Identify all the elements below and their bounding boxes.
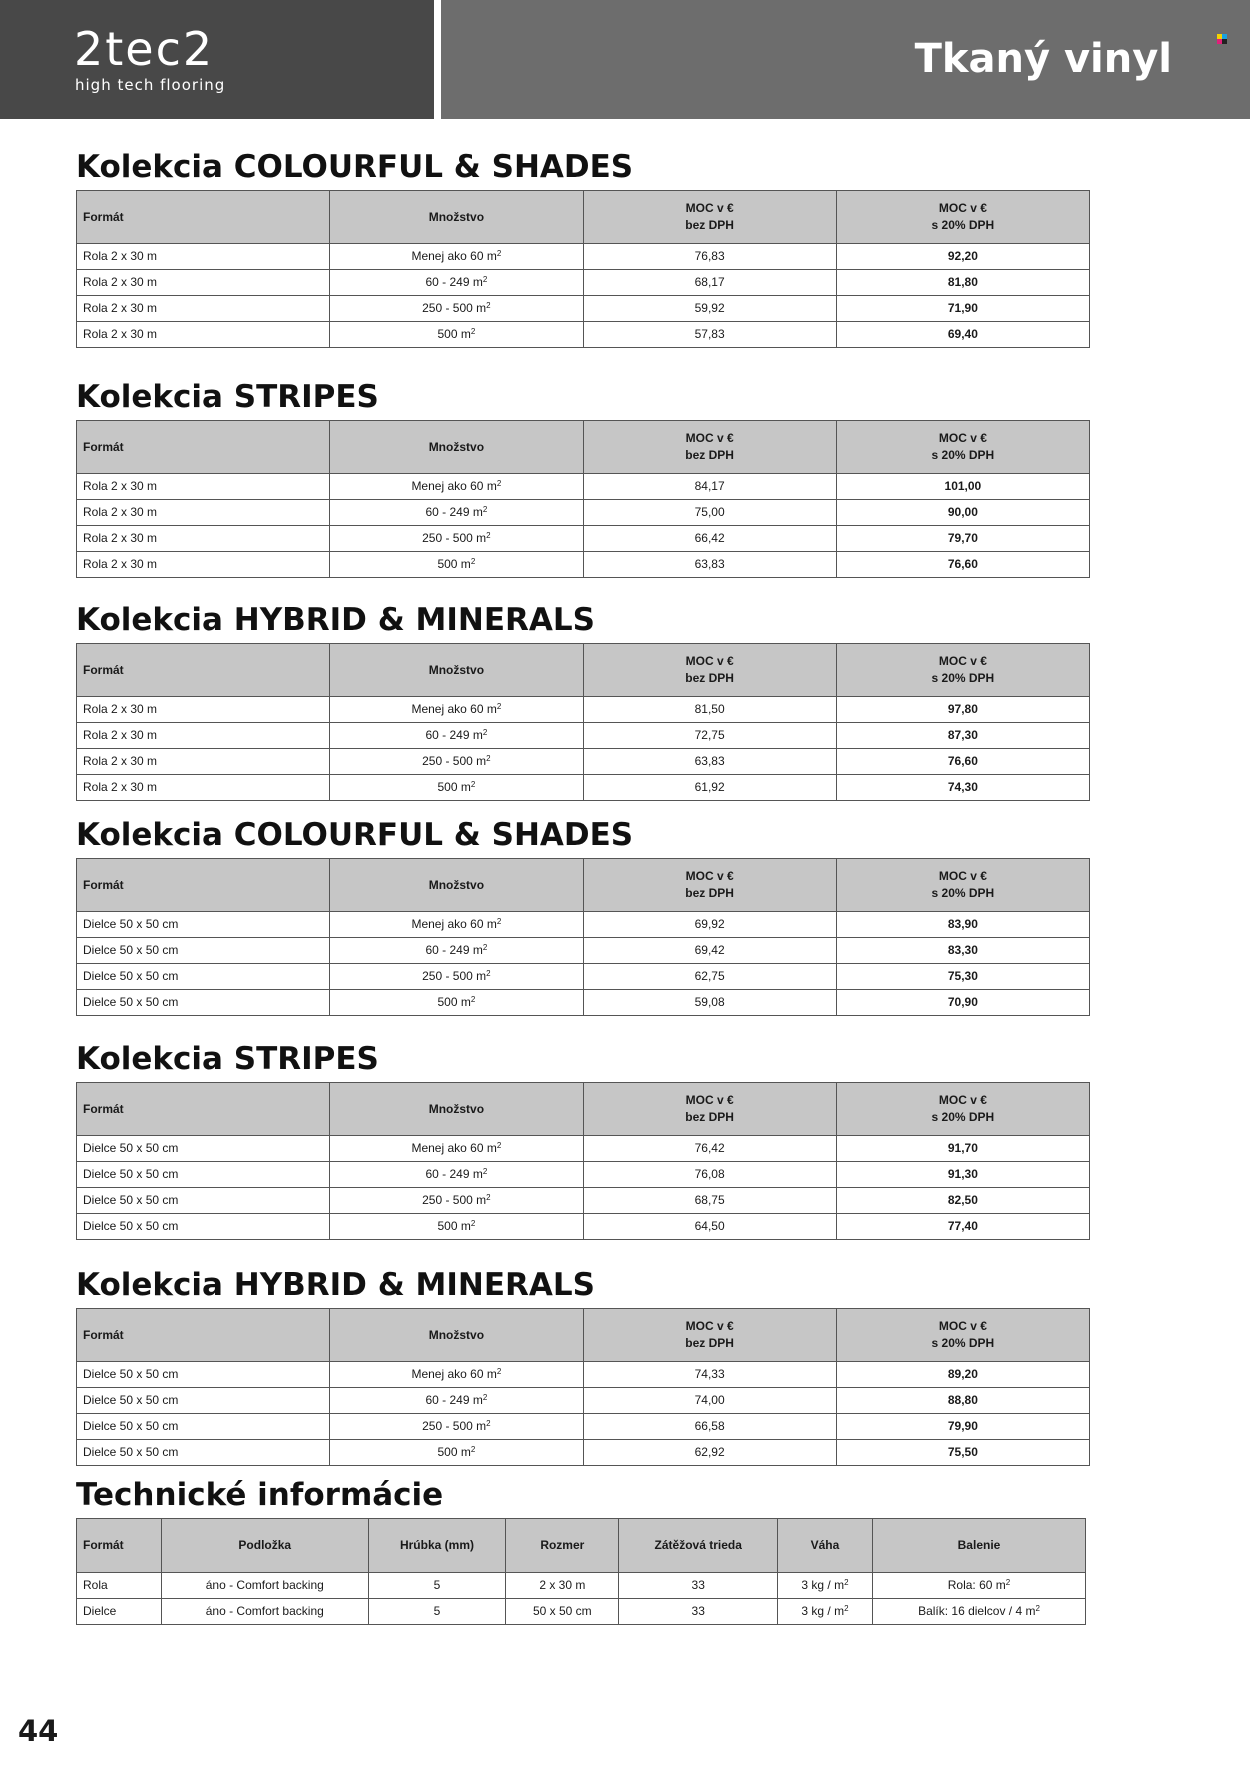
tech-cell-backing: áno - Comfort backing bbox=[161, 1598, 368, 1624]
quantity-unit-sup: 2 bbox=[486, 754, 491, 764]
quantity-text: 60 - 249 m bbox=[425, 943, 483, 958]
cell-quantity bbox=[330, 1187, 583, 1213]
price-table bbox=[76, 858, 1090, 1016]
quantity-text: 500 m bbox=[437, 780, 471, 795]
cell-format: Rola 2 x 30 m bbox=[77, 551, 330, 577]
table-row bbox=[77, 1387, 1090, 1413]
section-title: Kolekcia COLOURFUL & SHADES bbox=[76, 149, 634, 185]
price-header-row bbox=[77, 643, 1090, 696]
table-row bbox=[77, 963, 1090, 989]
cell-quantity bbox=[330, 1213, 583, 1239]
table-row bbox=[77, 321, 1090, 347]
quantity-text: Menej ako 60 m bbox=[411, 1367, 497, 1382]
col-quantity: Množstvo bbox=[330, 1308, 583, 1361]
cell-price-gross: 76,60 bbox=[836, 551, 1089, 577]
cell-quantity bbox=[330, 1387, 583, 1413]
tech-section-title: Technické informácie bbox=[76, 1477, 444, 1513]
quantity-unit-sup: 2 bbox=[496, 249, 502, 259]
table-row bbox=[77, 696, 1090, 722]
cell-price-net: 68,17 bbox=[583, 269, 836, 295]
tech-table bbox=[76, 1518, 1086, 1625]
quantity-text: 500 m bbox=[437, 557, 471, 572]
tech-cell-pack bbox=[872, 1598, 1085, 1624]
pack-text: Rola: 60 m bbox=[947, 1578, 1006, 1593]
cell-quantity bbox=[330, 295, 583, 321]
cell-price-net: 69,92 bbox=[583, 911, 836, 937]
quantity-unit-sup: 2 bbox=[482, 943, 488, 953]
cell-price-gross: 90,00 bbox=[836, 499, 1089, 525]
cell-quantity bbox=[330, 748, 583, 774]
quantity-text: 250 - 500 m bbox=[422, 969, 487, 984]
price-section bbox=[76, 818, 1090, 1016]
cell-price-gross: 87,30 bbox=[836, 722, 1089, 748]
table-row bbox=[77, 1361, 1090, 1387]
col-price-gross-line2: s 20% DPH bbox=[931, 447, 995, 462]
cell-quantity bbox=[330, 911, 583, 937]
page-title: Tkaný vinyl bbox=[914, 36, 1172, 82]
quantity-unit-sup: 2 bbox=[482, 275, 488, 285]
cell-format: Dielce 50 x 50 cm bbox=[77, 1213, 330, 1239]
tech-col-header: Váha bbox=[777, 1518, 872, 1572]
col-price-gross-line2: s 20% DPH bbox=[931, 670, 995, 685]
cell-format: Rola 2 x 30 m bbox=[77, 243, 330, 269]
price-header-row bbox=[77, 420, 1090, 473]
price-section bbox=[76, 1268, 1090, 1466]
cell-format: Dielce 50 x 50 cm bbox=[77, 1161, 330, 1187]
weight-unit-sup: 2 bbox=[844, 1604, 849, 1614]
cell-price-gross: 77,40 bbox=[836, 1213, 1089, 1239]
table-row bbox=[77, 499, 1090, 525]
quantity-text: 60 - 249 m bbox=[425, 1167, 483, 1182]
col-quantity: Množstvo bbox=[330, 420, 583, 473]
quantity-unit-sup: 2 bbox=[470, 557, 476, 567]
col-price-net-line1: MOC v € bbox=[685, 1093, 734, 1108]
col-price-gross-line2: s 20% DPH bbox=[931, 885, 995, 900]
tech-section bbox=[76, 1478, 1086, 1625]
cell-price-gross: 81,80 bbox=[836, 269, 1089, 295]
price-table bbox=[76, 1308, 1090, 1466]
cell-price-net: 57,83 bbox=[583, 321, 836, 347]
col-price-gross bbox=[836, 420, 1089, 473]
price-header-row bbox=[77, 1082, 1090, 1135]
price-section bbox=[76, 603, 1090, 801]
cell-quantity bbox=[330, 989, 583, 1015]
pack-unit-sup: 2 bbox=[1035, 1604, 1040, 1614]
table-row bbox=[77, 1161, 1090, 1187]
cell-price-net: 61,92 bbox=[583, 774, 836, 800]
table-row bbox=[77, 1135, 1090, 1161]
tech-cell-class: 33 bbox=[619, 1572, 778, 1598]
cell-price-net: 63,83 bbox=[583, 551, 836, 577]
cell-price-gross: 70,90 bbox=[836, 989, 1089, 1015]
header-brand-panel bbox=[0, 0, 434, 119]
cell-price-gross: 83,90 bbox=[836, 911, 1089, 937]
table-row bbox=[77, 748, 1090, 774]
section-title: Kolekcia STRIPES bbox=[76, 379, 379, 415]
table-row bbox=[77, 1598, 1086, 1624]
quantity-unit-sup: 2 bbox=[470, 995, 476, 1005]
cell-format: Dielce 50 x 50 cm bbox=[77, 1413, 330, 1439]
col-price-net bbox=[583, 190, 836, 243]
table-row bbox=[77, 1413, 1090, 1439]
cell-format: Dielce 50 x 50 cm bbox=[77, 1187, 330, 1213]
cell-quantity bbox=[330, 1135, 583, 1161]
tech-cell-backing: áno - Comfort backing bbox=[161, 1572, 368, 1598]
cell-price-net: 59,08 bbox=[583, 989, 836, 1015]
col-price-net-line1: MOC v € bbox=[685, 1319, 734, 1334]
quantity-unit-sup: 2 bbox=[496, 702, 502, 712]
cell-format: Rola 2 x 30 m bbox=[77, 722, 330, 748]
table-row bbox=[77, 243, 1090, 269]
cell-price-net: 66,42 bbox=[583, 525, 836, 551]
tech-col-header: Podložka bbox=[161, 1518, 368, 1572]
cell-quantity bbox=[330, 722, 583, 748]
tech-cell-size: 2 x 30 m bbox=[506, 1572, 619, 1598]
table-row bbox=[77, 1572, 1086, 1598]
col-price-net-line2: bez DPH bbox=[685, 885, 734, 900]
col-price-gross-line1: MOC v € bbox=[938, 431, 987, 446]
col-price-gross-line2: s 20% DPH bbox=[931, 217, 995, 232]
tech-cell-format: Dielce bbox=[77, 1598, 162, 1624]
quantity-unit-sup: 2 bbox=[486, 301, 491, 311]
quantity-text: 250 - 500 m bbox=[422, 531, 487, 546]
tech-cell-class: 33 bbox=[619, 1598, 778, 1624]
col-price-gross bbox=[836, 1308, 1089, 1361]
table-row bbox=[77, 989, 1090, 1015]
tech-col-header: Zátěžová trieda bbox=[619, 1518, 778, 1572]
quantity-text: 250 - 500 m bbox=[422, 754, 487, 769]
table-row bbox=[77, 722, 1090, 748]
cell-price-gross: 75,50 bbox=[836, 1439, 1089, 1465]
cell-quantity bbox=[330, 243, 583, 269]
quantity-text: 60 - 249 m bbox=[425, 728, 483, 743]
quantity-unit-sup: 2 bbox=[470, 1445, 476, 1455]
cell-price-gross: 82,50 bbox=[836, 1187, 1089, 1213]
cell-price-gross: 83,30 bbox=[836, 937, 1089, 963]
col-price-gross bbox=[836, 1082, 1089, 1135]
col-price-gross-line1: MOC v € bbox=[938, 869, 987, 884]
quantity-unit-sup: 2 bbox=[486, 531, 491, 541]
col-price-gross-line1: MOC v € bbox=[938, 1093, 987, 1108]
cell-price-gross: 97,80 bbox=[836, 696, 1089, 722]
col-price-net-line1: MOC v € bbox=[685, 201, 734, 216]
section-title: Kolekcia STRIPES bbox=[76, 1041, 379, 1077]
cell-format: Rola 2 x 30 m bbox=[77, 525, 330, 551]
col-price-net-line1: MOC v € bbox=[685, 654, 734, 669]
cell-price-gross: 91,30 bbox=[836, 1161, 1089, 1187]
price-header-row bbox=[77, 858, 1090, 911]
quantity-text: 250 - 500 m bbox=[422, 301, 487, 316]
col-price-net bbox=[583, 643, 836, 696]
print-color-mark-icon bbox=[1217, 34, 1227, 44]
quantity-unit-sup: 2 bbox=[482, 1167, 488, 1177]
cell-price-net: 76,08 bbox=[583, 1161, 836, 1187]
price-section bbox=[76, 1042, 1090, 1240]
cell-format: Rola 2 x 30 m bbox=[77, 499, 330, 525]
cell-price-gross: 101,00 bbox=[836, 473, 1089, 499]
col-format: Formát bbox=[77, 858, 330, 911]
tech-col-header: Hrúbka (mm) bbox=[368, 1518, 505, 1572]
quantity-text: Menej ako 60 m bbox=[411, 702, 497, 717]
tech-col-header: Rozmer bbox=[506, 1518, 619, 1572]
tech-table-body bbox=[77, 1572, 1086, 1624]
cell-quantity bbox=[330, 774, 583, 800]
tech-header-row bbox=[77, 1518, 1086, 1572]
col-price-net-line2: bez DPH bbox=[685, 1335, 734, 1350]
cell-format: Dielce 50 x 50 cm bbox=[77, 1135, 330, 1161]
tech-cell-pack bbox=[872, 1572, 1085, 1598]
section-title: Kolekcia HYBRID & MINERALS bbox=[76, 602, 595, 638]
col-price-net-line1: MOC v € bbox=[685, 431, 734, 446]
col-format: Formát bbox=[77, 420, 330, 473]
cell-quantity bbox=[330, 551, 583, 577]
price-table bbox=[76, 1082, 1090, 1240]
col-quantity: Množstvo bbox=[330, 858, 583, 911]
pack-unit-sup: 2 bbox=[1005, 1578, 1011, 1588]
col-price-net bbox=[583, 858, 836, 911]
quantity-text: 500 m bbox=[437, 327, 471, 342]
col-price-gross bbox=[836, 858, 1089, 911]
tech-cell-thickness: 5 bbox=[368, 1572, 505, 1598]
table-row bbox=[77, 937, 1090, 963]
tech-col-header: Formát bbox=[77, 1518, 162, 1572]
cell-quantity bbox=[330, 937, 583, 963]
cell-price-gross: 71,90 bbox=[836, 295, 1089, 321]
price-table bbox=[76, 420, 1090, 578]
cell-quantity bbox=[330, 1361, 583, 1387]
cell-quantity bbox=[330, 321, 583, 347]
cell-price-net: 76,83 bbox=[583, 243, 836, 269]
tech-cell-weight bbox=[777, 1572, 872, 1598]
col-price-net-line2: bez DPH bbox=[685, 217, 734, 232]
quantity-text: Menej ako 60 m bbox=[411, 249, 497, 264]
quantity-text: 500 m bbox=[437, 1445, 471, 1460]
cell-price-gross: 79,90 bbox=[836, 1413, 1089, 1439]
table-row bbox=[77, 1213, 1090, 1239]
table-row bbox=[77, 1439, 1090, 1465]
col-quantity: Množstvo bbox=[330, 1082, 583, 1135]
cell-price-gross: 89,20 bbox=[836, 1361, 1089, 1387]
section-title: Kolekcia COLOURFUL & SHADES bbox=[76, 817, 634, 853]
cell-quantity bbox=[330, 1161, 583, 1187]
cell-format: Dielce 50 x 50 cm bbox=[77, 937, 330, 963]
price-table bbox=[76, 643, 1090, 801]
tech-cell-size: 50 x 50 cm bbox=[506, 1598, 619, 1624]
tech-col-header: Balenie bbox=[872, 1518, 1085, 1572]
quantity-unit-sup: 2 bbox=[482, 1393, 488, 1403]
weight-text: 3 kg / m bbox=[801, 1578, 845, 1593]
weight-text: 3 kg / m bbox=[801, 1604, 845, 1619]
col-format: Formát bbox=[77, 1082, 330, 1135]
cell-quantity bbox=[330, 1413, 583, 1439]
cell-format: Dielce 50 x 50 cm bbox=[77, 1439, 330, 1465]
cell-format: Dielce 50 x 50 cm bbox=[77, 989, 330, 1015]
cell-format: Rola 2 x 30 m bbox=[77, 473, 330, 499]
table-row bbox=[77, 1187, 1090, 1213]
col-quantity: Množstvo bbox=[330, 190, 583, 243]
quantity-text: 500 m bbox=[437, 1219, 471, 1234]
quantity-unit-sup: 2 bbox=[496, 917, 502, 927]
cell-price-net: 64,50 bbox=[583, 1213, 836, 1239]
cell-price-net: 84,17 bbox=[583, 473, 836, 499]
cell-quantity bbox=[330, 525, 583, 551]
table-row bbox=[77, 269, 1090, 295]
cell-price-net: 69,42 bbox=[583, 937, 836, 963]
col-format: Formát bbox=[77, 190, 330, 243]
cell-price-net: 81,50 bbox=[583, 696, 836, 722]
quantity-unit-sup: 2 bbox=[482, 728, 488, 738]
quantity-text: 60 - 249 m bbox=[425, 1393, 483, 1408]
cell-price-net: 75,00 bbox=[583, 499, 836, 525]
cell-price-net: 74,33 bbox=[583, 1361, 836, 1387]
table-row bbox=[77, 551, 1090, 577]
col-price-gross-line2: s 20% DPH bbox=[931, 1109, 995, 1124]
cell-price-gross: 74,30 bbox=[836, 774, 1089, 800]
quantity-unit-sup: 2 bbox=[496, 1141, 502, 1151]
cell-format: Dielce 50 x 50 cm bbox=[77, 1361, 330, 1387]
cell-format: Dielce 50 x 50 cm bbox=[77, 1387, 330, 1413]
cell-price-gross: 69,40 bbox=[836, 321, 1089, 347]
cell-price-net: 59,92 bbox=[583, 295, 836, 321]
cell-price-gross: 79,70 bbox=[836, 525, 1089, 551]
tech-cell-weight bbox=[777, 1598, 872, 1624]
cell-price-net: 74,00 bbox=[583, 1387, 836, 1413]
cell-format: Dielce 50 x 50 cm bbox=[77, 963, 330, 989]
quantity-text: 60 - 249 m bbox=[425, 275, 483, 290]
price-section bbox=[76, 380, 1090, 578]
cell-price-gross: 75,30 bbox=[836, 963, 1089, 989]
col-price-net bbox=[583, 1308, 836, 1361]
cell-quantity bbox=[330, 963, 583, 989]
quantity-text: Menej ako 60 m bbox=[411, 479, 497, 494]
cell-format: Rola 2 x 30 m bbox=[77, 696, 330, 722]
brand-logo: 2tec2 bbox=[74, 22, 215, 76]
price-section bbox=[76, 150, 1090, 348]
page-number: 44 bbox=[18, 1714, 59, 1748]
cell-quantity bbox=[330, 696, 583, 722]
cell-price-net: 62,92 bbox=[583, 1439, 836, 1465]
tech-cell-thickness: 5 bbox=[368, 1598, 505, 1624]
price-header-row bbox=[77, 1308, 1090, 1361]
quantity-unit-sup: 2 bbox=[496, 479, 502, 489]
price-table bbox=[76, 190, 1090, 348]
col-format: Formát bbox=[77, 1308, 330, 1361]
col-price-gross-line2: s 20% DPH bbox=[931, 1335, 995, 1350]
table-row bbox=[77, 774, 1090, 800]
cell-price-gross: 76,60 bbox=[836, 748, 1089, 774]
col-format: Formát bbox=[77, 643, 330, 696]
cell-price-net: 68,75 bbox=[583, 1187, 836, 1213]
quantity-unit-sup: 2 bbox=[486, 1419, 491, 1429]
cell-price-net: 62,75 bbox=[583, 963, 836, 989]
col-price-gross-line1: MOC v € bbox=[938, 1319, 987, 1334]
cell-format: Rola 2 x 30 m bbox=[77, 321, 330, 347]
header-title-panel bbox=[441, 0, 1250, 119]
cell-quantity bbox=[330, 473, 583, 499]
quantity-unit-sup: 2 bbox=[482, 505, 488, 515]
col-price-gross-line1: MOC v € bbox=[938, 654, 987, 669]
weight-unit-sup: 2 bbox=[844, 1578, 849, 1588]
col-price-gross bbox=[836, 643, 1089, 696]
color-mark-black bbox=[1222, 39, 1227, 44]
col-price-net-line2: bez DPH bbox=[685, 1109, 734, 1124]
cell-price-net: 66,58 bbox=[583, 1413, 836, 1439]
quantity-text: Menej ako 60 m bbox=[411, 1141, 497, 1156]
col-price-gross-line1: MOC v € bbox=[938, 201, 987, 216]
col-price-gross bbox=[836, 190, 1089, 243]
col-price-net-line1: MOC v € bbox=[685, 869, 734, 884]
pack-text: Balík: 16 dielcov / 4 m bbox=[918, 1604, 1036, 1619]
col-price-net-line2: bez DPH bbox=[685, 670, 734, 685]
quantity-unit-sup: 2 bbox=[470, 780, 476, 790]
col-price-net bbox=[583, 1082, 836, 1135]
tech-cell-format: Rola bbox=[77, 1572, 162, 1598]
quantity-unit-sup: 2 bbox=[486, 969, 491, 979]
cell-price-gross: 92,20 bbox=[836, 243, 1089, 269]
brand-tagline: high tech flooring bbox=[75, 76, 226, 94]
quantity-text: 60 - 249 m bbox=[425, 505, 483, 520]
table-row bbox=[77, 473, 1090, 499]
quantity-text: 500 m bbox=[437, 995, 471, 1010]
cell-price-gross: 91,70 bbox=[836, 1135, 1089, 1161]
quantity-unit-sup: 2 bbox=[496, 1367, 502, 1377]
cell-price-net: 76,42 bbox=[583, 1135, 836, 1161]
col-quantity: Množstvo bbox=[330, 643, 583, 696]
cell-format: Rola 2 x 30 m bbox=[77, 774, 330, 800]
quantity-unit-sup: 2 bbox=[486, 1193, 491, 1203]
cell-format: Rola 2 x 30 m bbox=[77, 748, 330, 774]
col-price-net-line2: bez DPH bbox=[685, 447, 734, 462]
quantity-text: Menej ako 60 m bbox=[411, 917, 497, 932]
table-row bbox=[77, 525, 1090, 551]
cell-price-net: 63,83 bbox=[583, 748, 836, 774]
cell-quantity bbox=[330, 269, 583, 295]
quantity-text: 250 - 500 m bbox=[422, 1419, 487, 1434]
cell-quantity bbox=[330, 1439, 583, 1465]
quantity-unit-sup: 2 bbox=[470, 327, 476, 337]
quantity-text: 250 - 500 m bbox=[422, 1193, 487, 1208]
col-price-net bbox=[583, 420, 836, 473]
cell-format: Rola 2 x 30 m bbox=[77, 295, 330, 321]
quantity-unit-sup: 2 bbox=[470, 1219, 476, 1229]
section-title: Kolekcia HYBRID & MINERALS bbox=[76, 1267, 595, 1303]
cell-price-net: 72,75 bbox=[583, 722, 836, 748]
cell-format: Rola 2 x 30 m bbox=[77, 269, 330, 295]
table-row bbox=[77, 295, 1090, 321]
cell-quantity bbox=[330, 499, 583, 525]
cell-format: Dielce 50 x 50 cm bbox=[77, 911, 330, 937]
price-header-row bbox=[77, 190, 1090, 243]
table-row bbox=[77, 911, 1090, 937]
cell-price-gross: 88,80 bbox=[836, 1387, 1089, 1413]
